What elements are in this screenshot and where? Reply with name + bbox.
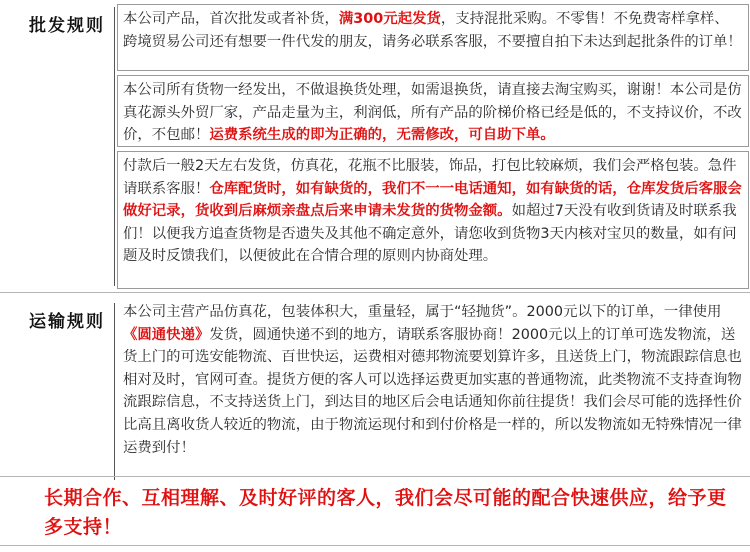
wholesale-rules-body — [117, 4, 749, 289]
minimum-order-highlight: 满300元起发货 — [338, 11, 441, 27]
section-gap — [5, 289, 749, 300]
page-bottom-divider — [0, 545, 750, 546]
shipping-rules-body — [117, 300, 749, 483]
wholesale-rules-label: 批发规则 — [5, 4, 117, 289]
section-divider-top — [0, 292, 750, 293]
out-of-stock-highlight: 仓库配货时，如有缺货的，我们不一一电话通知，如有缺货的话，仓库发货后客服会做好记录，货收到后麻烦亲盘点后来申请未发货的货物金额。 — [123, 180, 742, 220]
wholesale-rule-minimum-order — [117, 4, 749, 71]
shipping-fee-highlight: 运费系统生成的即为正确的，无需修改，可自助下单。 — [209, 127, 555, 144]
section-divider-bottom — [0, 476, 750, 477]
wholesale-rules-section — [5, 4, 749, 289]
courier-highlight: 《圆通快递》 — [123, 326, 210, 343]
wholesale-rule-delivery — [117, 151, 749, 289]
shipping-rules-section — [5, 300, 749, 483]
cooperation-note: 长期合作、互相理解、及时好评的客人，我们会尽可能的配合快速供应，给予更多支持！ — [44, 487, 727, 538]
shipping-rules-label: 运输规则 — [5, 300, 117, 483]
wholesale-rule-no-returns-text: 本公司所有货物一经发出，不做退换货处理，如需退换货，请直接去淘宝购买，谢谢！本公司是仿真花源头外贸厂家，产品走量为主，利润低，所有产品的阶梯价格已经是低的，不支持议价，不改价，不包邮！运费系统生成的即为正确的，无需修改，可自助下单。 — [123, 82, 742, 144]
shipping-rule-logistics — [117, 300, 749, 479]
wholesale-rule-no-returns — [117, 75, 749, 147]
shipping-rule-logistics-text: 本公司主营产品仿真花，包装体积大，重量轻，属于“轻抛货”。2000元以下的订单，一律使用《圆通快递》发货，圆通快递不到的地方，请联系客服协商！2000元以上的订单可选发物流，送货上门的可选安能物流、百世快运，运费相对德邦物流要划算许多，且送货上门，物流跟踪信息也相对及时，官网可查。提货方便的客人可以选择运费更加实惠的普通物流，此类物流不支持查询物流跟踪信息，不支持送货上门，到达目的地区后会电话通知你前往提货！我们会尽可能的选择性价比高且离收货人较近的物流，由于物流运现付和到付价格是一样的，所以发物流如无特殊情况一律运费到付！ — [123, 304, 742, 456]
rules-sheet — [5, 4, 749, 483]
wholesale-rule-delivery-text: 付款后一般2天左右发货，仿真花，花瓶不比服装，饰品，打包比较麻烦，我们会严格包装。急件请联系客服！仓库配货时，如有缺货的，我们不一一电话通知，如有缺货的话，仓库发货后客服会做好记录，货收到后麻烦亲盘点后来申请未发货的货物金额。如超过7天没有收到货请及时联系我们！以便我方追查货物是否遗失及其他不确定意外，请您收到货物3天内核对宝贝的数量，如有问题及时反馈我们，以便彼此在合情合理的原则内协商处理。 — [123, 158, 742, 265]
wholesale-rule-minimum-order-text: 本公司产品，首次批发或者补货，满300元起发货，支持混批采购。不零售！不免费寄样拿样、跨境贸易公司还有想要一件代发的朋友，请务必联系客服，不要擅自拍下未达到起批条件的订单！ — [123, 11, 742, 50]
